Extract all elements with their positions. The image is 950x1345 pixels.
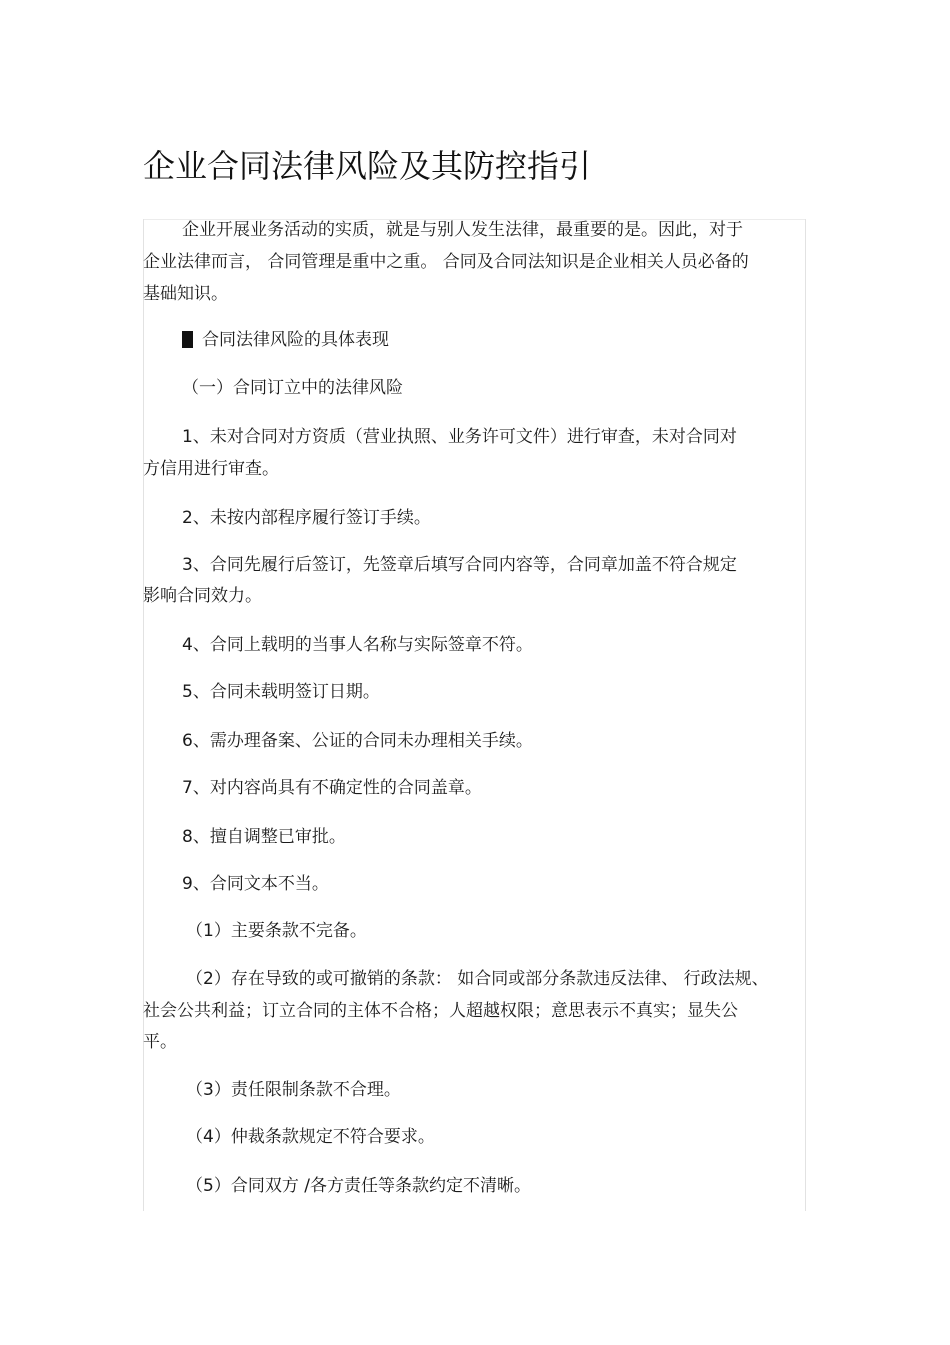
- section-heading-text: 合同法律风险的具体表现: [202, 330, 389, 350]
- intro-line-2: 企业法律而言， 合同管理是重中之重。 合同及合同法知识是企业相关人员必备的: [143, 252, 749, 272]
- section-heading: [182, 327, 389, 353]
- sub-item-2-line-1: （2）存在导致的或可撤销的条款： 如合同或部分条款违反法律、 行政法规、: [186, 969, 769, 989]
- sub-item-3: （3）责任限制条款不合理。: [186, 1080, 401, 1100]
- list-item-3-line-1: 3、合同先履行后签订，先签章后填写合同内容等，合同章加盖不符合规定: [182, 555, 737, 575]
- sub-item-4: （4）仲裁条款规定不符合要求。: [186, 1127, 435, 1147]
- list-item-1-line-1: 1、未对合同对方资质（营业执照、业务许可文件）进行审查，未对合同对: [182, 427, 737, 447]
- list-item-8: 8、擅自调整已审批。: [182, 827, 346, 847]
- intro-line-3: 基础知识。: [143, 284, 228, 304]
- list-item-3-line-2: 影响合同效力。: [143, 586, 262, 606]
- list-item-4: 4、合同上载明的当事人名称与实际签章不符。: [182, 635, 533, 655]
- list-item-9: 9、合同文本不当。: [182, 874, 329, 894]
- sub-item-2-line-2: 社会公共利益；订立合同的主体不合格；人超越权限；意思表示不真实；显失公: [143, 1001, 738, 1021]
- sub-item-5: （5）合同双方 /各方责任等条款约定不清晰。: [186, 1176, 531, 1196]
- list-item-6: 6、需办理备案、公证的合同未办理相关手续。: [182, 731, 533, 751]
- intro-line-1: 企业开展业务活动的实质，就是与别人发生法律，最重要的是。因此，对于: [182, 220, 743, 240]
- sub-item-1: （1）主要条款不完备。: [186, 921, 367, 941]
- document-title: 企业合同法律风险及其防控指引: [143, 147, 592, 185]
- sub-item-2-line-3: 平。: [143, 1032, 177, 1052]
- list-item-7: 7、对内容尚具有不确定性的合同盖章。: [182, 778, 482, 798]
- list-item-2: 2、未按内部程序履行签订手续。: [182, 508, 431, 528]
- list-item-1-line-2: 方信用进行审查。: [143, 459, 279, 479]
- subsection-heading: （一）合同订立中的法律风险: [182, 378, 403, 398]
- content-frame: [143, 219, 806, 1211]
- list-item-5: 5、合同未载明签订日期。: [182, 682, 380, 702]
- square-bullet-icon: [182, 331, 193, 348]
